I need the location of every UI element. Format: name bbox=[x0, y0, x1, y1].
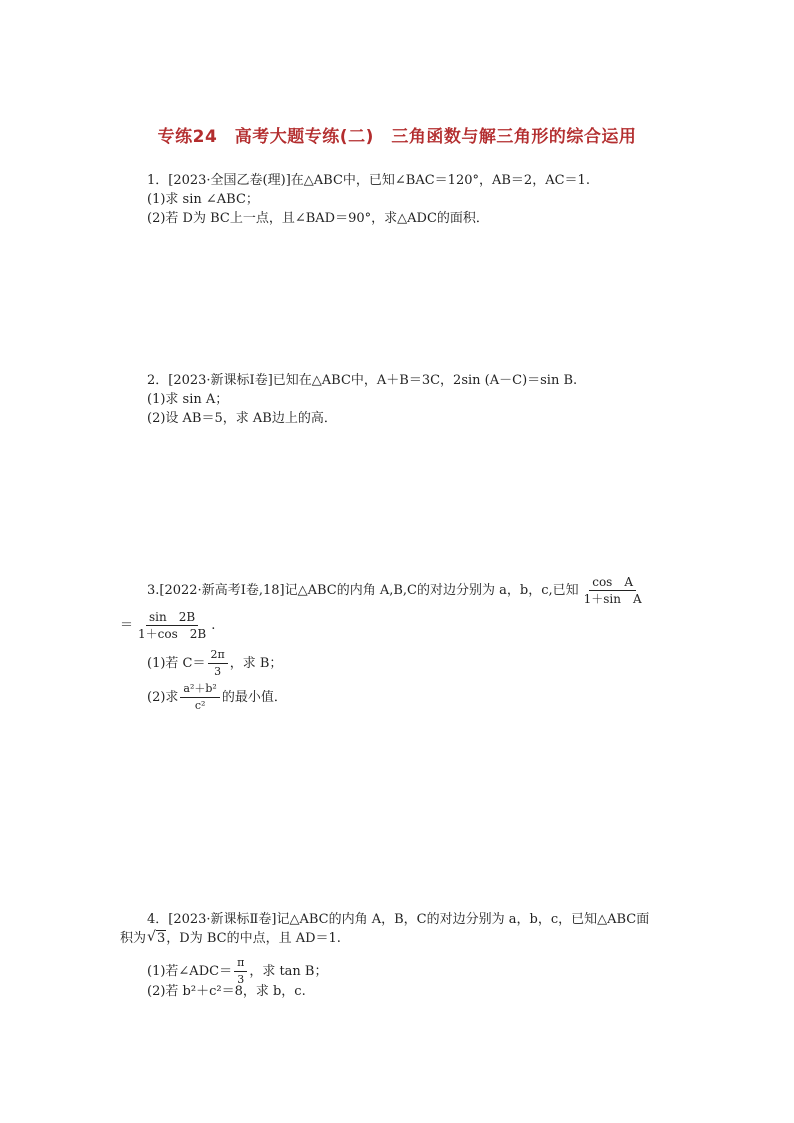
q3-part2-fraction bbox=[180, 682, 219, 713]
q3-part2-den: c² bbox=[194, 699, 206, 712]
q3-part2 bbox=[147, 682, 287, 713]
q1-part1: (1)求 sin ∠ABC； bbox=[147, 192, 259, 207]
q3-part2-num: a²＋b² bbox=[180, 682, 219, 698]
q4-part1-num: π bbox=[234, 956, 247, 972]
q3-fraction-1-den: 1＋sin A bbox=[583, 592, 642, 606]
q2-part1: (1)求 sin A； bbox=[147, 392, 229, 407]
q1-part2: (2)若 D为 BC上一点，且∠BAD＝90°，求△ADC的面积． bbox=[147, 211, 489, 226]
q3-fraction-1 bbox=[581, 575, 645, 606]
q3-part1-pre: (1)若 C＝ bbox=[147, 656, 206, 671]
q2-part2: (2)设 AB＝5，求 AB边上的高． bbox=[147, 411, 337, 426]
q4-part1-pre: (1)若∠ADC＝ bbox=[147, 964, 233, 979]
q4-sqrt-radicand: 3 bbox=[157, 931, 166, 946]
q4-stem-cont-pre: 积为 bbox=[120, 931, 147, 946]
q3-equals: ＝ bbox=[120, 618, 134, 633]
q3-part1-den: 3 bbox=[214, 665, 222, 678]
q3-fraction-1-num: cos A bbox=[589, 575, 636, 591]
q4-part2: (2)若 b²＋c²＝8，求 b，c. bbox=[147, 984, 306, 999]
q3-fraction-2-num: sin 2B bbox=[146, 610, 198, 626]
q3-stem bbox=[147, 575, 647, 606]
q4-part1-den: 3 bbox=[237, 973, 245, 986]
q3-stem-cont bbox=[120, 610, 215, 641]
q3-stem-text: 3.[2022·新高考Ⅰ卷,18]记△ABC的内角 A,B,C的对边分别为 a，b，c,已知 bbox=[147, 583, 579, 598]
q3-part1-fraction bbox=[208, 648, 228, 679]
q3-part2-post: 的最小值． bbox=[221, 690, 287, 705]
q3-part1 bbox=[147, 648, 282, 679]
page-title: 专练24 高考大题专练(二) 三角函数与解三角形的综合运用 bbox=[157, 127, 637, 147]
sqrt-symbol bbox=[147, 930, 166, 948]
q4-part1-post: ，求 tan B； bbox=[249, 964, 328, 979]
q2-stem: 2．[2023·新课标Ⅰ卷]已知在△ABC中，A＋B＝3C，2sin (A－C)＝sin B. bbox=[147, 373, 578, 388]
q3-fraction-2 bbox=[135, 610, 209, 641]
q3-part2-pre: (2)求 bbox=[147, 690, 179, 705]
q3-part1-num: 2π bbox=[208, 648, 228, 664]
q3-period: . bbox=[211, 618, 216, 633]
q4-stem-cont-post: ，D为 BC的中点，且 AD＝1. bbox=[166, 931, 341, 946]
q1-stem: 1．[2023·全国乙卷(理)]在△ABC中，已知∠BAC＝120°，AB＝2，AC＝1. bbox=[147, 173, 590, 188]
q4-stem-cont bbox=[120, 930, 341, 948]
q3-part1-post: ，求 B； bbox=[229, 656, 283, 671]
q3-fraction-2-den: 1＋cos 2B bbox=[138, 627, 207, 641]
q4-stem: 4．[2023·新课标Ⅱ卷]记△ABC的内角 A，B，C的对边分别为 a，b，c，已知△ABC面 bbox=[147, 912, 650, 927]
